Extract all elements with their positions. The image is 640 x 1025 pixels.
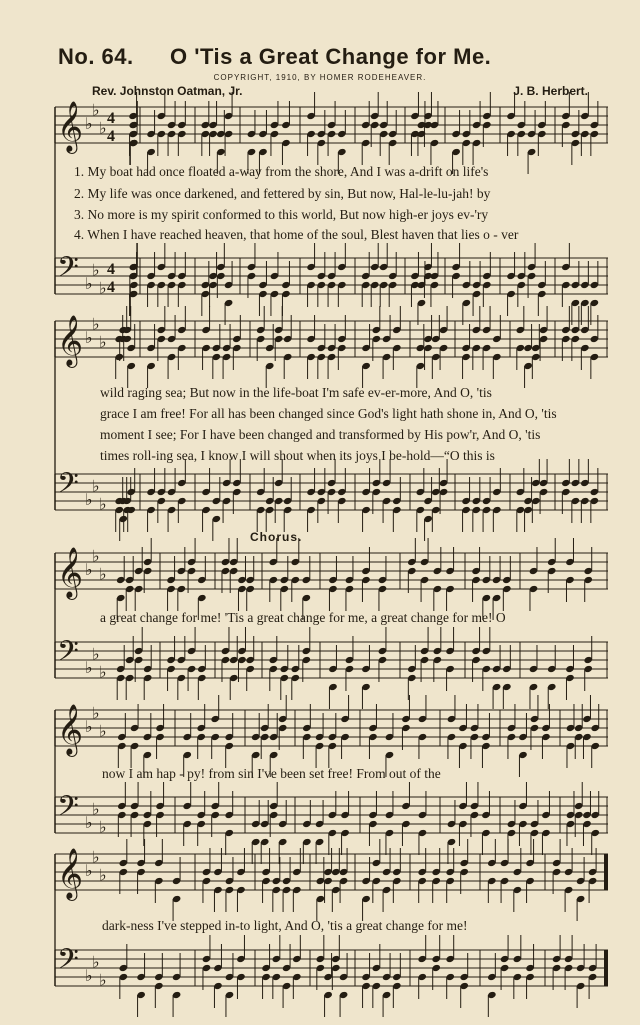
flat-icon: ♭ <box>85 492 93 509</box>
flat-icon: ♭ <box>92 954 100 972</box>
flat-icon: ♭ <box>92 262 100 280</box>
flat-icon: ♭ <box>99 496 107 514</box>
treble-clef-icon: 𝄞 <box>57 101 84 152</box>
author-credit: Rev. Johnston Oatman, Jr. <box>92 84 243 98</box>
verse-3-line-1: 3. No more is my spirit conformed to this world, But now high-er joys ev-'ry <box>74 207 489 222</box>
flat-icon: ♭ <box>99 280 107 298</box>
treble-clef-icon: 𝄞 <box>57 848 84 899</box>
bass-clef-icon: 𝄢 <box>57 790 79 830</box>
hymn-title: O 'Tis a Great Change for Me. <box>170 44 492 69</box>
flat-icon: ♭ <box>85 815 93 832</box>
flat-icon: ♭ <box>92 548 100 566</box>
chorus-line-3: dark-ness I've stepped in-to light, And O, 'tis a great change for me! <box>102 918 468 933</box>
bass-clef-icon: 𝄢 <box>57 943 79 983</box>
final-barline <box>604 854 608 890</box>
verse-4-line-2: times roll-ing sea, I know I will shout when its joys I be-hold—“O this is <box>100 448 495 463</box>
flat-icon: ♭ <box>85 968 93 985</box>
flat-icon: ♭ <box>85 863 93 880</box>
flat-icon: ♭ <box>85 330 93 347</box>
flat-icon: ♭ <box>92 478 100 496</box>
time-signature-top: 4 <box>107 110 115 127</box>
composer-credit: J. B. Herbert. <box>513 84 588 98</box>
chorus-line-1: a great change for me! 'Tis a great change for me, a great change for me! O <box>100 610 506 625</box>
bass-clef-icon: 𝄢 <box>57 251 79 291</box>
flat-icon: ♭ <box>99 664 107 682</box>
verse-1-line-2: wild raging sea; But now in the life-boat I'm safe ev-er-more, And O, 'tis <box>100 385 492 400</box>
verse-2-line-2: grace I am free! For all has been changed since God's light hath shone in, And O, 'tis <box>100 406 557 421</box>
treble-clef-icon: 𝄞 <box>57 547 84 598</box>
time-signature-top: 4 <box>107 261 115 278</box>
verse-2-line-1: 2. My life was once darkened, and fettered by sin, But now, Hal-le-lu-jah! by <box>74 186 491 201</box>
treble-clef-icon: 𝄞 <box>57 315 84 366</box>
flat-icon: ♭ <box>92 646 100 664</box>
bass-clef-icon: 𝄢 <box>57 635 79 675</box>
flat-icon: ♭ <box>99 972 107 990</box>
bass-clef-icon: 𝄢 <box>57 467 79 507</box>
flat-icon: ♭ <box>92 849 100 867</box>
flat-icon: ♭ <box>99 566 107 584</box>
flat-icon: ♭ <box>85 116 93 133</box>
flat-icon: ♭ <box>99 334 107 352</box>
chorus-line-2: now I am hap - py! from sin I've been set free! From out of the <box>102 766 441 781</box>
verse-4-line-1: 4. When I have reached heaven, that home of the soul, Blest haven that lies o - ver <box>74 227 519 242</box>
flat-icon: ♭ <box>85 660 93 677</box>
verse-3-line-2: moment I see; For I have been changed and transformed by His pow'r, And O, 'tis <box>100 427 541 442</box>
time-signature-bottom: 4 <box>107 279 115 296</box>
time-signature-bottom: 4 <box>107 128 115 145</box>
flat-icon: ♭ <box>85 562 93 579</box>
flat-icon: ♭ <box>92 316 100 334</box>
hymn-number: No. 64. <box>58 44 134 69</box>
flat-icon: ♭ <box>92 102 100 120</box>
verse-1-line-1: 1. My boat had once floated a-way from the shore, And I was a-drift on life's <box>74 164 489 179</box>
flat-icon: ♭ <box>85 276 93 293</box>
flat-icon: ♭ <box>92 705 100 723</box>
flat-icon: ♭ <box>99 723 107 741</box>
flat-icon: ♭ <box>99 120 107 138</box>
final-barline <box>604 950 608 986</box>
flat-icon: ♭ <box>92 801 100 819</box>
flat-icon: ♭ <box>99 819 107 837</box>
flat-icon: ♭ <box>85 719 93 736</box>
treble-clef-icon: 𝄞 <box>57 704 84 755</box>
flat-icon: ♭ <box>99 867 107 885</box>
chorus-label: Chorus. <box>250 530 303 544</box>
copyright-notice: COPYRIGHT, 1910, BY HOMER RODEHEAVER. <box>213 73 427 82</box>
